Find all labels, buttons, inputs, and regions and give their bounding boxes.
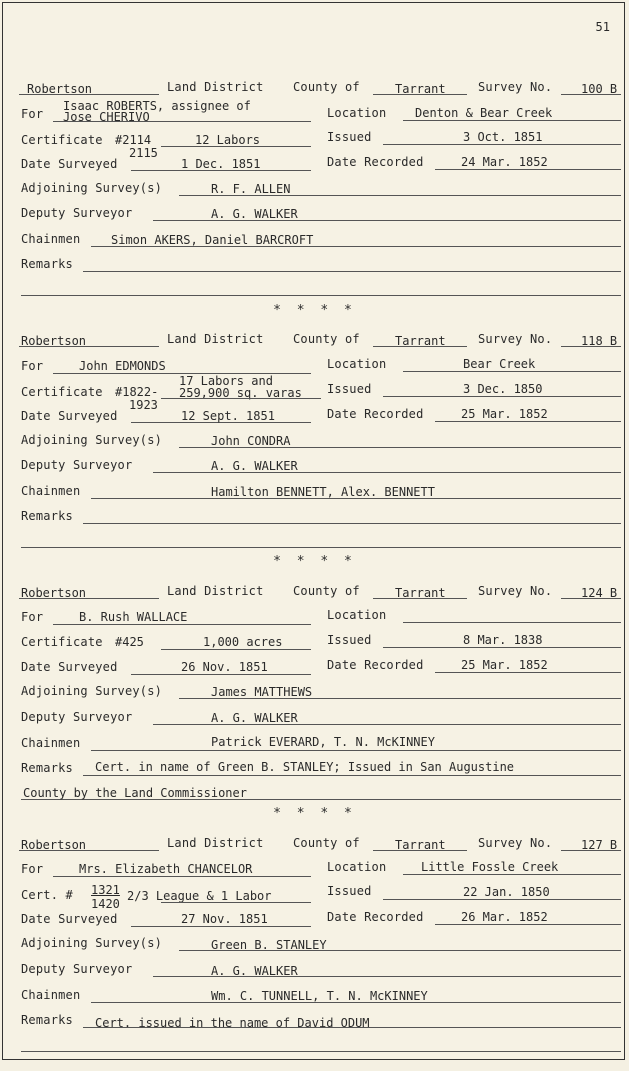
certificate-label: Certificate <box>21 635 103 649</box>
chainmen-value: Patrick EVERARD, T. N. McKINNEY <box>211 735 435 749</box>
date-surveyed-label: Date Surveyed <box>21 660 118 674</box>
date-surveyed-label: Date Surveyed <box>21 912 118 926</box>
certificate-label: Certificate <box>21 133 103 147</box>
county-label: County of <box>293 584 360 598</box>
certificate-number-2: 2115 <box>129 146 158 160</box>
certificate-amount: 2/3 League & 1 Labor <box>127 889 272 903</box>
county-value: Tarrant <box>395 586 446 600</box>
grantee-line1: John EDMONDS <box>79 359 166 373</box>
date-recorded-value: 24 Mar. 1852 <box>461 155 548 169</box>
location-label: Location <box>327 106 387 120</box>
adjoining-label: Adjoining Survey(s) <box>21 433 163 447</box>
adjoining-value: John CONDRA <box>211 434 291 448</box>
issued-value: 3 Oct. 1851 <box>463 130 543 144</box>
deputy-value: A. G. WALKER <box>211 964 298 978</box>
issued-value: 8 Mar. 1838 <box>463 633 543 647</box>
certificate-number-2: 1420 <box>91 897 120 911</box>
date-recorded-label: Date Recorded <box>327 658 424 672</box>
chainmen-label: Chainmen <box>21 988 81 1002</box>
certificate-number: 1321 <box>91 883 120 897</box>
chainmen-label: Chainmen <box>21 232 81 246</box>
adjoining-label: Adjoining Survey(s) <box>21 181 163 195</box>
district-value: Robertson <box>21 334 87 348</box>
remarks-value: Cert. issued in the name of David ODUM <box>95 1016 370 1030</box>
survey-no-value: 118 B <box>581 334 618 348</box>
land-district-label: Land District <box>167 332 264 346</box>
county-value: Tarrant <box>395 82 446 96</box>
adjoining-value: R. F. ALLEN <box>211 182 291 196</box>
remarks-label: Remarks <box>21 509 73 523</box>
district-value: Robertson <box>27 82 93 96</box>
county-value: Tarrant <box>395 334 446 348</box>
grantee-line2: Jose CHERIVO <box>63 110 150 124</box>
remarks-label: Remarks <box>21 257 73 271</box>
for-label: For <box>21 107 44 121</box>
deputy-value: A. G. WALKER <box>211 711 298 725</box>
deputy-value: A. G. WALKER <box>211 207 298 221</box>
chainmen-value: Hamilton BENNETT, Alex. BENNETT <box>211 485 435 499</box>
chainmen-value: Simon AKERS, Daniel BARCROFT <box>111 233 314 247</box>
certificate-amount-2: 259,900 sq. varas <box>179 386 302 400</box>
location-value: Bear Creek <box>463 357 536 371</box>
certificate-amount: 1,000 acres <box>203 635 283 649</box>
certificate-number: #425 <box>115 635 144 649</box>
location-label: Location <box>327 860 387 874</box>
certificate-number-2: 1923 <box>129 398 158 412</box>
deputy-label: Deputy Surveyor <box>21 458 133 472</box>
deputy-label: Deputy Surveyor <box>21 710 133 724</box>
cert-label: Cert. # <box>21 888 73 902</box>
adjoining-value: Green B. STANLEY <box>211 938 327 952</box>
date-surveyed-value: 1 Dec. 1851 <box>181 157 261 171</box>
chainmen-label: Chainmen <box>21 736 81 750</box>
adjoining-label: Adjoining Survey(s) <box>21 684 163 698</box>
survey-no-label: Survey No. <box>478 332 553 346</box>
issued-label: Issued <box>327 633 372 647</box>
district-value: Robertson <box>21 586 87 600</box>
issued-label: Issued <box>327 382 372 396</box>
survey-no-label: Survey No. <box>478 584 553 598</box>
certificate-amount: 17 Labors and <box>179 374 273 388</box>
record-separator: * * * * <box>273 806 356 821</box>
certificate-label: Certificate <box>21 385 103 399</box>
for-label: For <box>21 610 44 624</box>
record-page <box>2 2 625 1060</box>
chainmen-label: Chainmen <box>21 484 81 498</box>
survey-no-value: 124 B <box>581 586 618 600</box>
issued-value: 22 Jan. 1850 <box>463 885 550 899</box>
for-label: For <box>21 862 44 876</box>
survey-record <box>3 75 626 315</box>
certificate-amount: 12 Labors <box>195 133 261 147</box>
date-surveyed-label: Date Surveyed <box>21 157 118 171</box>
deputy-label: Deputy Surveyor <box>21 962 133 976</box>
adjoining-value: James MATTHEWS <box>211 685 313 699</box>
grantee-line1: Isaac ROBERTS, assignee of <box>63 99 251 113</box>
location-label: Location <box>327 357 387 371</box>
record-separator: * * * * <box>273 554 356 569</box>
date-surveyed-value: 27 Nov. 1851 <box>181 912 268 926</box>
survey-no-label: Survey No. <box>478 80 553 94</box>
location-label: Location <box>327 608 387 622</box>
date-recorded-value: 26 Mar. 1852 <box>461 910 548 924</box>
survey-record <box>3 831 626 1071</box>
date-surveyed-label: Date Surveyed <box>21 409 118 423</box>
remarks-value-2: County by the Land Commissioner <box>23 786 247 800</box>
land-district-label: Land District <box>167 80 264 94</box>
county-value: Tarrant <box>395 838 446 852</box>
deputy-label: Deputy Surveyor <box>21 206 133 220</box>
date-recorded-value: 25 Mar. 1852 <box>461 407 548 421</box>
deputy-value: A. G. WALKER <box>211 459 298 473</box>
district-value: Robertson <box>21 838 87 852</box>
record-separator: * * * * <box>273 303 356 318</box>
location-value: Denton & Bear Creek <box>415 106 553 120</box>
grantee-line1: B. Rush WALLACE <box>79 610 188 624</box>
issued-label: Issued <box>327 130 372 144</box>
survey-no-value: 100 B <box>581 82 618 96</box>
remarks-label: Remarks <box>21 1013 73 1027</box>
grantee-line1: Mrs. Elizabeth CHANCELOR <box>79 862 253 876</box>
survey-no-value: 127 B <box>581 838 618 852</box>
survey-no-label: Survey No. <box>478 836 553 850</box>
land-district-label: Land District <box>167 584 264 598</box>
adjoining-label: Adjoining Survey(s) <box>21 936 163 950</box>
land-district-label: Land District <box>167 836 264 850</box>
county-label: County of <box>293 332 360 346</box>
certificate-number: #2114 <box>115 133 152 147</box>
date-recorded-label: Date Recorded <box>327 407 424 421</box>
survey-record <box>3 579 626 819</box>
remarks-label: Remarks <box>21 761 73 775</box>
remarks-value: Cert. in name of Green B. STANLEY; Issued in San Augustine <box>95 760 515 774</box>
page-number: 51 <box>595 20 610 34</box>
date-recorded-value: 25 Mar. 1852 <box>461 658 548 672</box>
survey-record <box>3 327 626 567</box>
issued-value: 3 Dec. 1850 <box>463 382 543 396</box>
date-surveyed-value: 12 Sept. 1851 <box>181 409 275 423</box>
certificate-number: #1822- <box>115 385 159 399</box>
location-value: Little Fossle Creek <box>421 860 559 874</box>
date-recorded-label: Date Recorded <box>327 910 424 924</box>
county-label: County of <box>293 80 360 94</box>
date-recorded-label: Date Recorded <box>327 155 424 169</box>
for-label: For <box>21 359 44 373</box>
county-label: County of <box>293 836 360 850</box>
date-surveyed-value: 26 Nov. 1851 <box>181 660 268 674</box>
issued-label: Issued <box>327 884 372 898</box>
chainmen-value: Wm. C. TUNNELL, T. N. McKINNEY <box>211 989 428 1003</box>
